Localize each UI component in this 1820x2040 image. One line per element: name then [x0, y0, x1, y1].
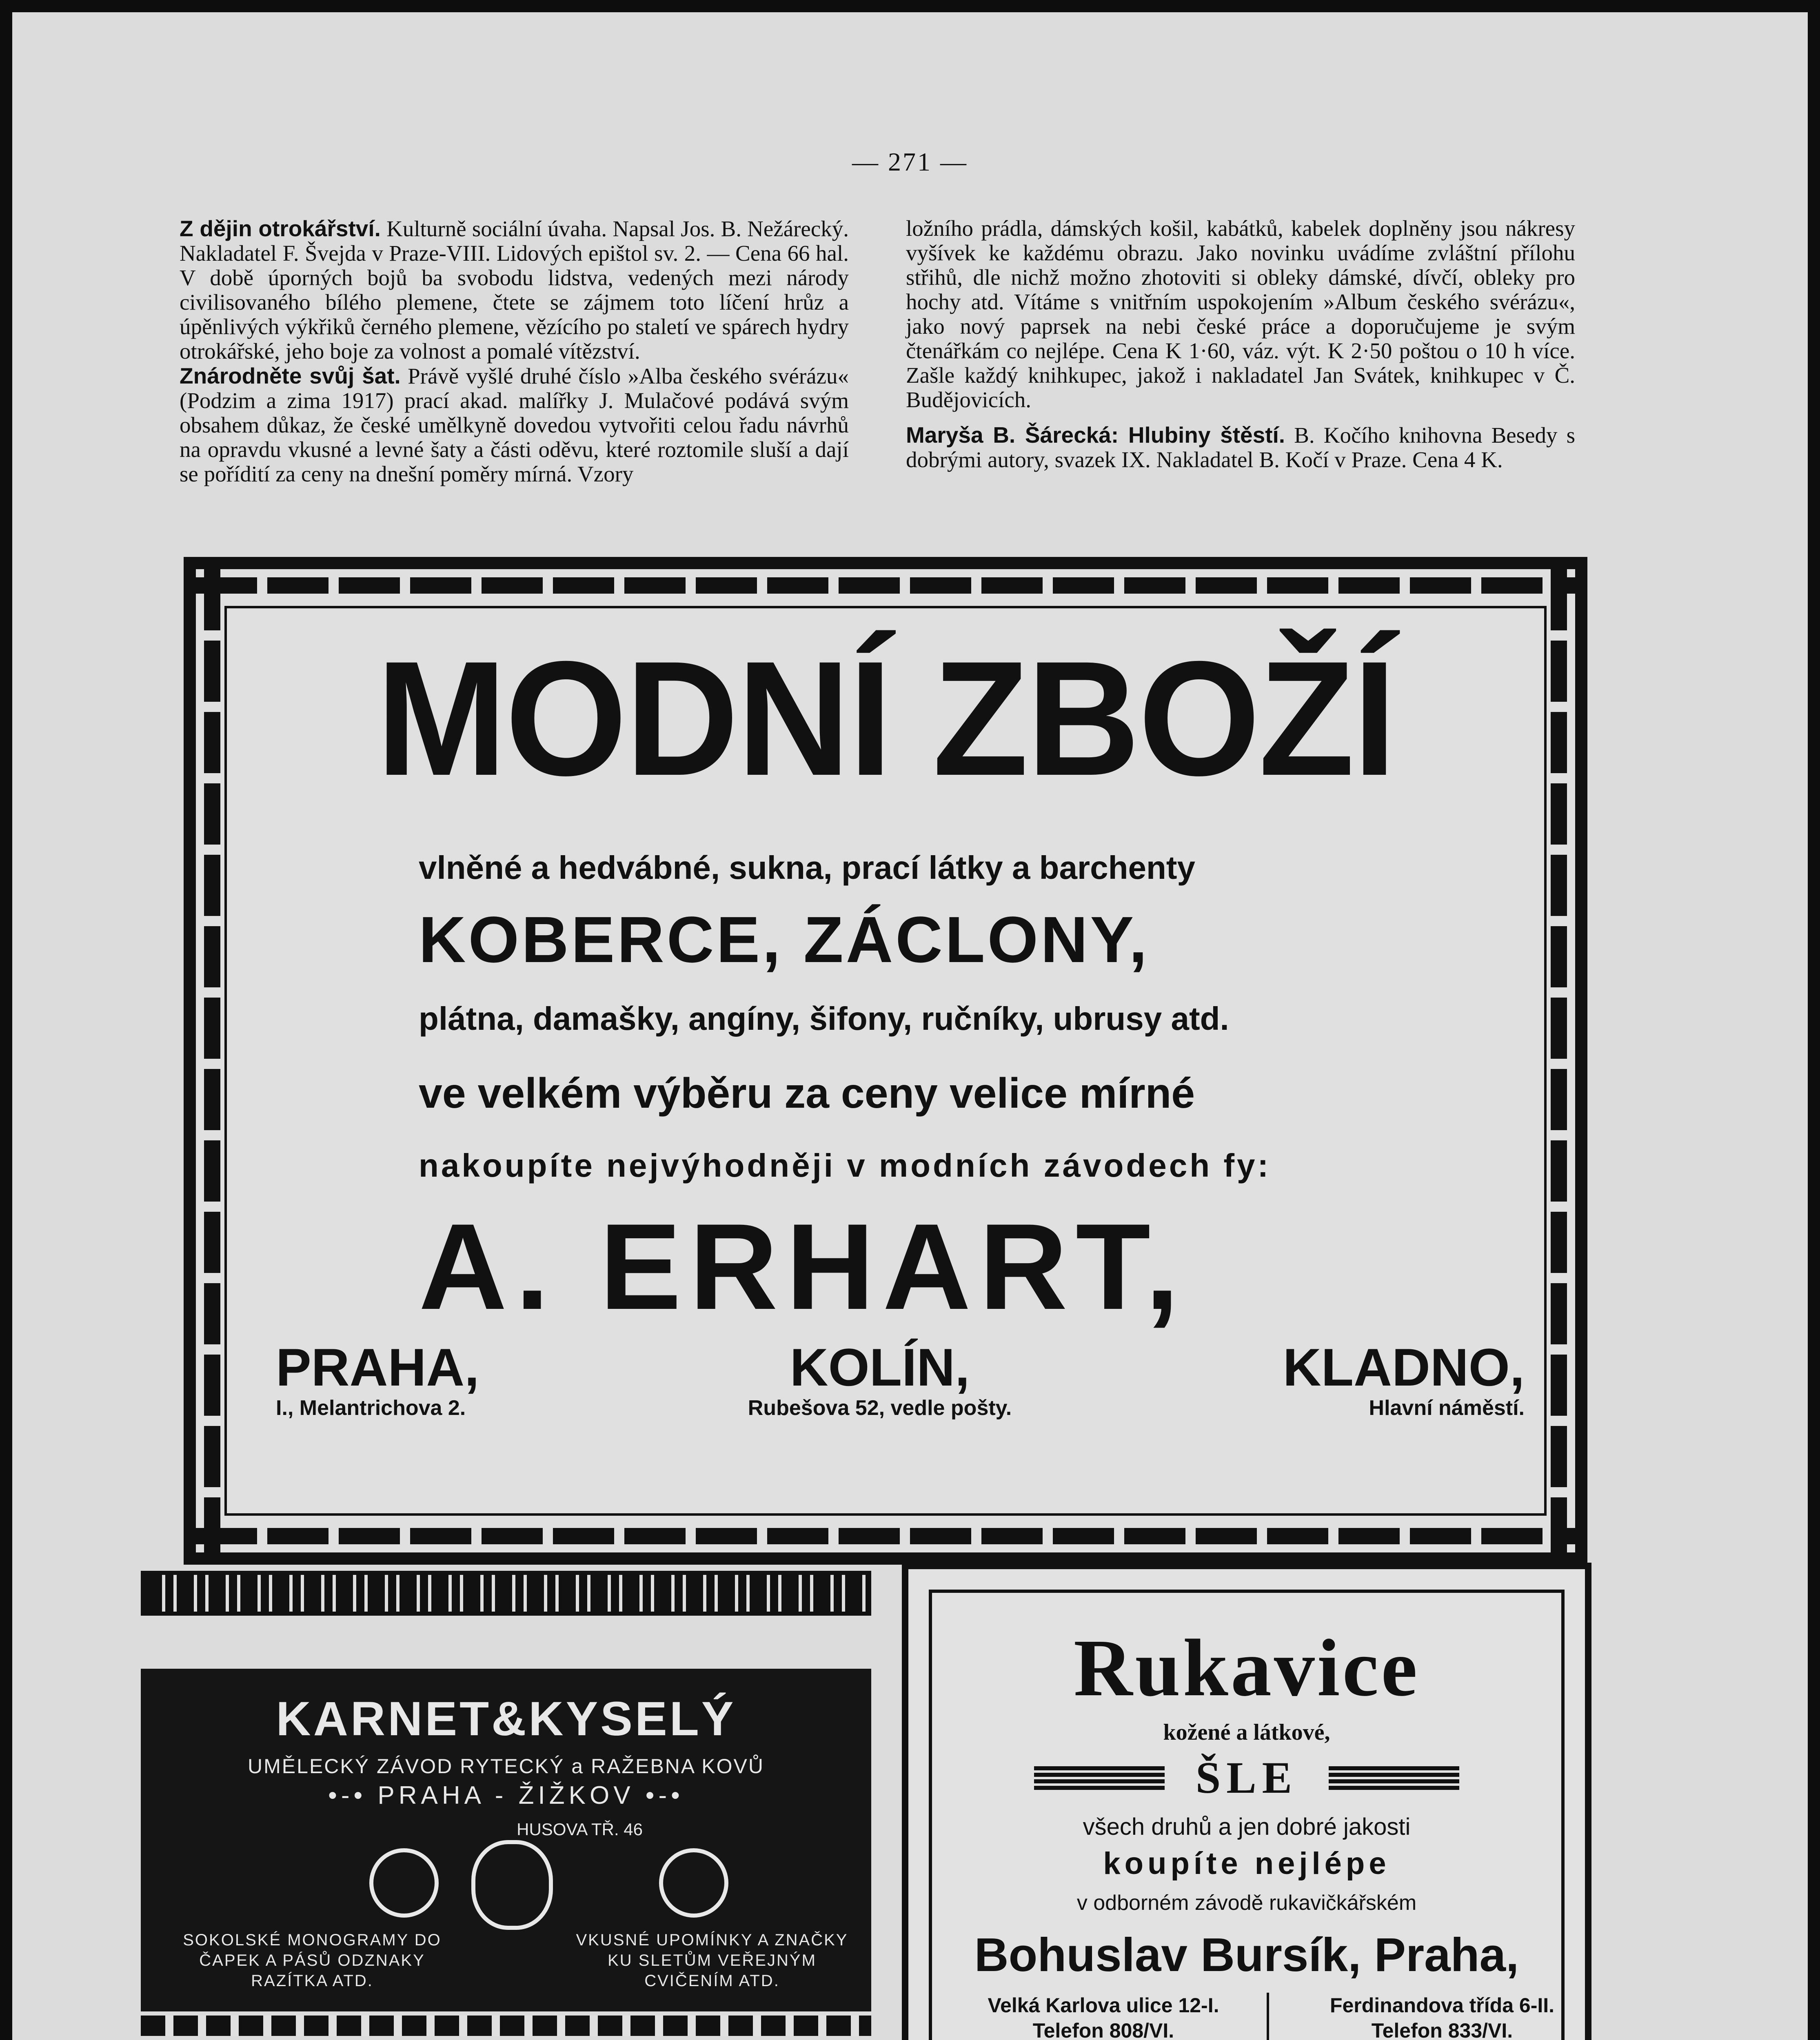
shop-kolin	[676, 1339, 1084, 1420]
article-title: Z dějin otrokářství.	[180, 216, 381, 241]
badge-icon	[659, 1848, 728, 1918]
advert-address: HUSOVA TŘ. 46	[517, 1820, 643, 1839]
advert-karnet-panel	[141, 1669, 871, 2011]
shop-address: Rubešova 52, vedle pošty.	[748, 1396, 1012, 1420]
advert-subtitle: kožené a látkové,	[1163, 1720, 1330, 1745]
article-title: Maryša B. Šárecká: Hlubiny štěstí.	[906, 422, 1285, 448]
article-hlubiny	[906, 423, 1575, 472]
advert-left-text: SOKOLSKÉ MONOGRAMY DO ČAPEK A PÁSŮ ODZNAKY RAZÍTKA ATD.	[183, 1931, 442, 1990]
article-svuj-sat	[180, 364, 849, 486]
shop-address: Hlavní náměstí.	[1369, 1396, 1525, 1420]
advert-headline: MODNÍ ZBOŽÍ	[376, 627, 1395, 809]
advert-place: •-• PRAHA - ŽIŽKOV •-•	[328, 1781, 684, 1809]
address-street: Ferdinandova třída 6-II.	[1329, 1994, 1555, 2017]
advert-frame	[929, 1590, 1565, 2040]
advert-firm-name: A. ERHART,	[419, 1198, 1187, 1335]
page	[12, 12, 1808, 2040]
advert-karnet-kysely	[141, 1571, 871, 2036]
decorative-border	[196, 577, 1575, 594]
advert-headline: Rukavice	[1074, 1623, 1420, 1713]
shop-address: I., Melantrichova 2.	[276, 1396, 466, 1420]
advert-erhart	[184, 557, 1587, 1565]
advert-sle: ŠLE	[1196, 1753, 1298, 1803]
advert-frame	[224, 606, 1547, 1516]
advert-line-shops: nakoupíte nejvýhodněji v modních závodech fy:	[419, 1147, 1271, 1184]
article-title: Znárodněte svůj šat.	[180, 363, 401, 388]
advert-firm-name: KARNET&KYSELÝ	[276, 1692, 736, 1746]
advert-line-selection: ve velkém výběru za ceny velice mírné	[419, 1070, 1195, 1117]
monogram-icon	[471, 1840, 553, 1930]
decorative-border	[1551, 569, 1567, 1552]
advert-rukavice	[902, 1563, 1591, 2040]
advert-line-carpets: KOBERCE, ZÁCLONY,	[419, 903, 1150, 976]
badge-icon	[369, 1848, 439, 1918]
shop-city: KOLÍN,	[790, 1337, 970, 1397]
shop-city: PRAHA,	[276, 1337, 479, 1397]
advert-firm-name: Bohuslav Bursík, Praha,	[974, 1928, 1519, 1981]
text-column-left	[180, 216, 849, 486]
advert-right-text: VKUSNÉ UPOMÍNKY A ZNAČKY KU SLETŮM VEŘEJNÝM CVIČENÍM ATD.	[576, 1931, 848, 1990]
divider	[1267, 1993, 1269, 2040]
article-continuation	[906, 216, 1575, 412]
text-column-right	[906, 216, 1575, 472]
page-number: — 271 —	[852, 147, 968, 176]
address-street: Velká Karlova ulice 12-I.	[988, 1994, 1219, 2017]
article-body: ložního prádla, dámských košil, kabátků, kabelek doplněny jsou nákresy vyšívek ke každému obrazu. Jako novinku uvádíme zvláštní přílohu střihů, dle nichž možno zhotoviti si obleky dámské, dívčí, obleky pro hochy atd. Vítáme s vnitřním uspokojením »Album českého svérázu«, jako nový paprsek na nebi české práce a doporučujeme je svým čtenářkám co nejlépe. Cena K 1·60, váz. výt. K 2·50 poštou o 10 h více. Zašle každý knihkupec, jakož i nakladatel Jan Svátek, knihkupec v Č. Budějovicích.	[906, 216, 1575, 412]
shop-city: KLADNO,	[1283, 1337, 1525, 1397]
article-body: B. Kočího knihovna Besedy s dobrými autory, svazek IX. Nakladatel B. Kočí v Praze. Cena 4 K.	[906, 423, 1575, 472]
shop-praha	[276, 1339, 602, 1420]
advert-line-linens: plátna, damašky, angíny, šifony, ručníky, ubrusy atd.	[419, 1000, 1229, 1037]
shop-kladno	[1206, 1339, 1525, 1420]
article-body: Právě vyšlé druhé číslo »Alba českého svérázu« (Podzim a zima 1917) prací akad. malířky J. Mulačové podává svým obsahem důkaz, že české umělkyně dovedou vytvořiti celou řadu návrhů na opravdu vkusné a levné šaty a části oděvu, které roztomile sluší a dají se pořídití za ceny na dnešní poměry mírná. Vzory	[180, 364, 849, 486]
address-right	[1287, 1993, 1597, 2040]
advert-line-quality: všech druhů a jen dobré jakosti	[1083, 1814, 1411, 1840]
advert-line-shop: v odborném závodě rukavičkářském	[1076, 1891, 1417, 1915]
decorative-border	[196, 1528, 1575, 1544]
advert-line-fabrics: vlněné a hedvábné, sukna, prací látky a barchenty	[419, 849, 1196, 886]
decorative-border	[141, 1571, 871, 1616]
article-body: Kulturně sociální úvaha. Napsal Jos. B. Nežárecký. Nakladatel F. Švejda v Praze-VIII. Lidových epištol sv. 2. — Cena 66 hal. V době úporných bojů ba svobodu lidstva, vedených mezi národy civilisovaného bílého plemene, čtete se zájmem toto líčení hrůz a úpěnlivých výkřiků černého plemene, vězícího po staletí ve spárech hydry otrokářské, jeho boje za volnost a pomalé vítězství.	[180, 216, 849, 364]
address-phone: Telefon 833/VI.	[1371, 2019, 1513, 2040]
article-dejiny	[180, 216, 849, 364]
address-phone: Telefon 808/VI.	[1032, 2019, 1174, 2040]
advert-line-buy: koupíte nejlépe	[1103, 1846, 1390, 1881]
advert-subtitle: UMĚLECKÝ ZÁVOD RYTECKÝ a RAŽEBNA KOVŮ	[248, 1755, 764, 1778]
decorative-border	[204, 569, 220, 1552]
decorative-border	[141, 2016, 871, 2036]
address-left	[948, 1993, 1258, 2040]
